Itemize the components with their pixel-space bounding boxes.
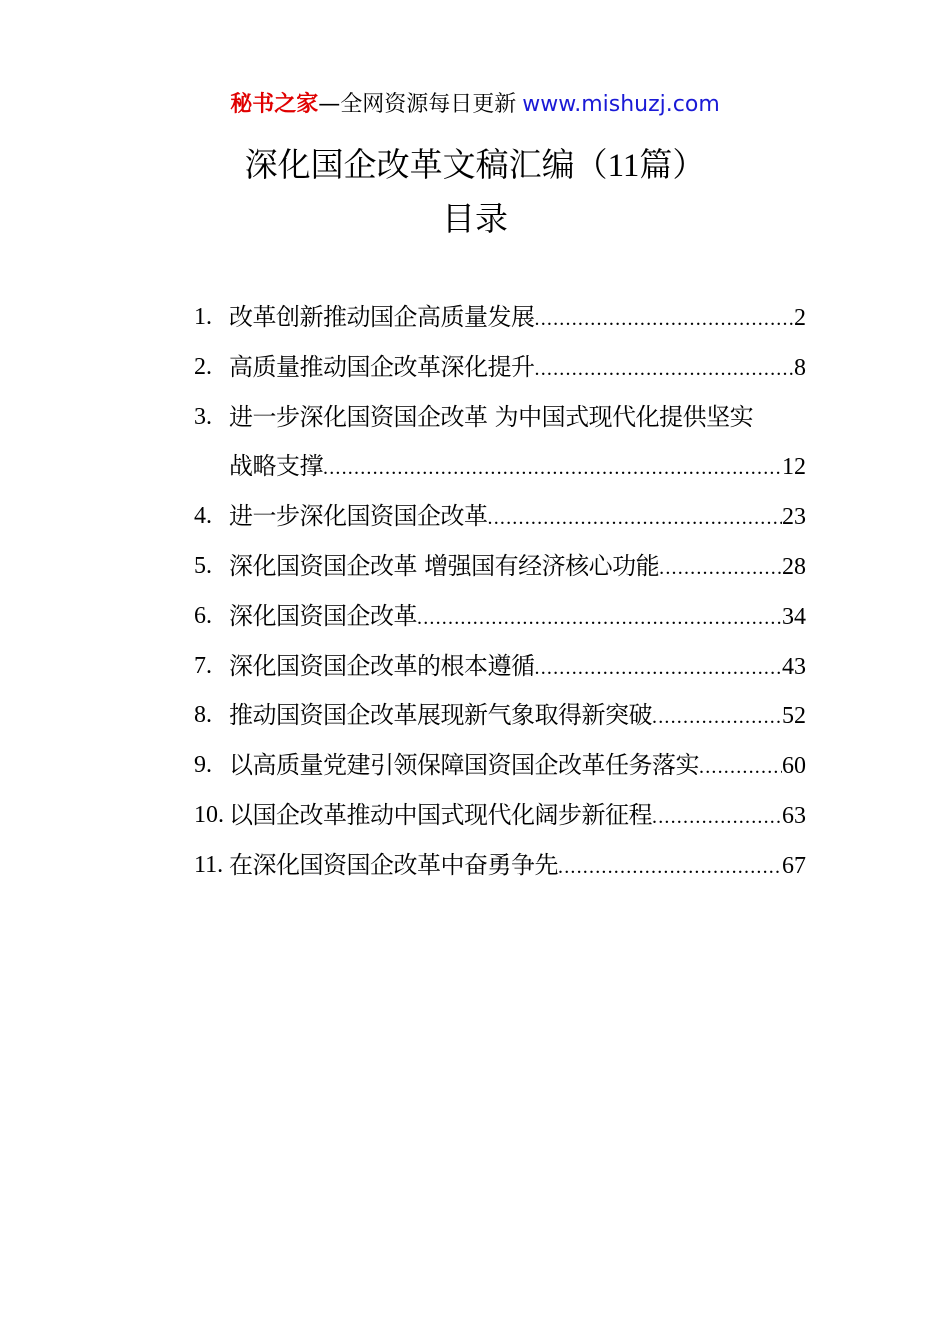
toc-entry-line [229, 393, 806, 443]
toc-entry-line [229, 841, 806, 891]
dot-leader [652, 693, 782, 743]
toc-entry-page: 52 [782, 703, 806, 730]
toc-entry[interactable] [194, 393, 806, 493]
toc-entry-number: 7. [194, 652, 212, 679]
toc-entry-line [229, 542, 806, 592]
dot-leader [323, 444, 782, 494]
toc-entry-title: 推动国资国企改革展现新气象取得新突破 [229, 701, 652, 730]
toc-entry-number: 2. [194, 353, 212, 380]
toc-entry-line [229, 343, 806, 393]
toc-entry-title: 改革创新推动国企高质量发展 [229, 303, 535, 331]
toc-entry-title: 深化国资国企改革 [229, 601, 417, 630]
dot-leader [535, 295, 795, 345]
toc-entry-title-line1: 进一步深化国资国企改革 为中国式现代化提供坚实 [229, 402, 754, 431]
toc-entry-number: 1. [194, 304, 212, 330]
toc-entry-page: 23 [782, 504, 806, 531]
title-prefix: 深化国企改革文稿汇编（ [244, 145, 608, 184]
toc-entry[interactable] [194, 542, 806, 592]
toc-entry[interactable] [194, 492, 806, 542]
toc-entry-page: 67 [782, 852, 806, 879]
toc-entry-number: 3. [194, 403, 212, 430]
dot-leader [699, 743, 782, 793]
brand-name: 秘书之家 [230, 92, 319, 117]
title-suffix: 篇） [639, 145, 706, 184]
toc-entry-title: 以国企改革推动中国式现代化阔步新征程 [229, 800, 652, 829]
dot-leader [652, 793, 782, 843]
dot-leader [659, 544, 782, 594]
toc-entry-line [229, 293, 806, 343]
site-banner [0, 90, 950, 120]
toc-entry-line [229, 642, 806, 692]
toc-entry-page: 34 [782, 603, 806, 630]
toc-entry[interactable] [194, 691, 806, 741]
toc-entry-title: 进一步深化国资国企改革 [229, 502, 488, 531]
toc-entry-number: 5. [194, 552, 212, 579]
toc-entry-page: 60 [782, 753, 806, 780]
toc-entry[interactable] [194, 841, 806, 891]
toc-entry[interactable] [194, 592, 806, 642]
toc-entry-page: 8 [794, 354, 806, 381]
dot-leader [558, 843, 782, 893]
toc-entry-page: 28 [782, 553, 806, 580]
toc-entry-page: 12 [782, 454, 806, 481]
site-url-link[interactable]: www.mishuzj.com [522, 92, 720, 117]
dot-leader [417, 594, 782, 644]
toc-entry[interactable] [194, 343, 806, 393]
toc-entry[interactable] [194, 741, 806, 791]
toc-entry-title: 深化国资国企改革的根本遵循 [229, 651, 535, 680]
toc-entry-title: 高质量推动国企改革深化提升 [229, 352, 535, 381]
toc-entry-number: 10. [194, 801, 224, 828]
toc-heading: 目录 [442, 199, 508, 238]
toc-entry-number: 8. [194, 702, 212, 729]
toc-entry-line [229, 442, 806, 492]
dot-leader [535, 345, 795, 395]
toc-entry[interactable] [194, 642, 806, 692]
toc-entry-line [229, 492, 806, 542]
dot-leader [488, 494, 783, 544]
title-count: 11 [607, 148, 640, 184]
toc-entry-line [229, 741, 806, 791]
toc-entry-number: 6. [194, 602, 212, 629]
toc-entry-number: 4. [194, 503, 212, 530]
document-title [0, 140, 950, 191]
toc-entry-title-line2: 战略支撑 [229, 452, 323, 481]
toc-entry-line [229, 691, 806, 741]
toc-entry-title: 在深化国资国企改革中奋勇争先 [229, 850, 558, 879]
toc-entry-page: 2 [794, 305, 806, 331]
toc-entry-line [229, 592, 806, 642]
toc-entry-title: 深化国资国企改革 增强国有经济核心功能 [229, 551, 660, 580]
toc-entry[interactable] [194, 293, 806, 343]
toc-entry[interactable] [194, 791, 806, 841]
toc-entry-number: 11. [194, 851, 224, 878]
banner-tagline: —全网资源每日更新 [318, 92, 517, 117]
toc-entry-title: 以高质量党建引领保障国资国企改革任务落实 [229, 751, 699, 780]
toc-entry-page: 63 [782, 802, 806, 829]
table-of-contents [194, 293, 806, 891]
toc-entry-number: 9. [194, 752, 212, 779]
toc-entry-page: 43 [782, 653, 806, 680]
toc-entry-line [229, 791, 806, 841]
dot-leader [535, 644, 783, 694]
